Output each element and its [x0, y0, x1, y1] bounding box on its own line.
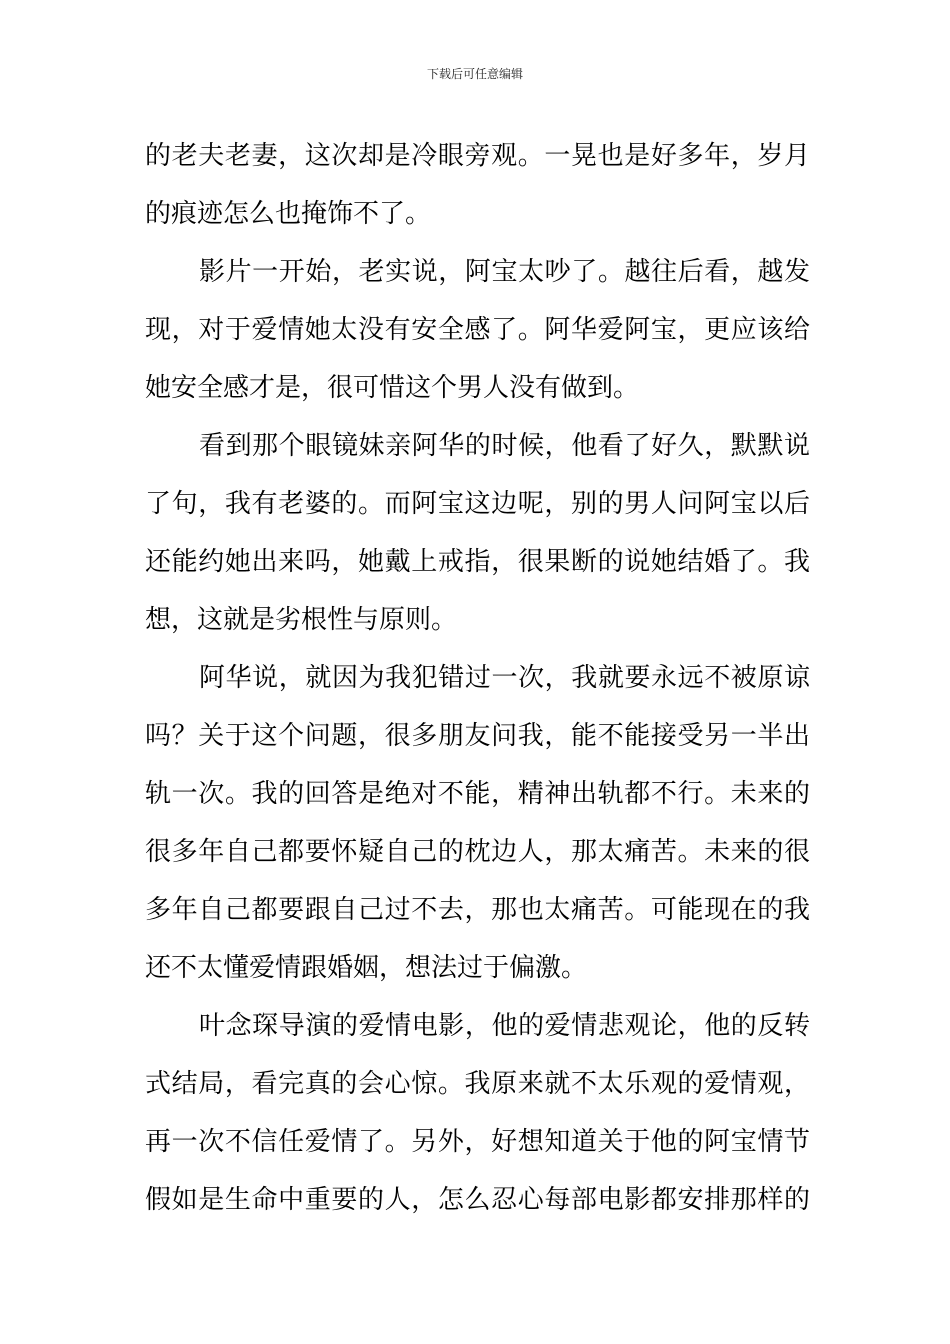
paragraph-first-line: 阿华说，就因为我犯错过一次，我就要永远不被原谅: [199, 663, 810, 693]
paragraph-first-line: 影片一开始，老实说，阿宝太吵了。越往后看，越发: [199, 257, 810, 287]
text-line: 多年自己都要跟自己过不去，那也太痛苦。可能现在的我: [145, 895, 810, 925]
text-line: 式结局，看完真的会心惊。我原来就不太乐观的爱情观，: [145, 1069, 810, 1099]
text-line: 吗？关于这个问题，很多朋友问我，能不能接受另一半出: [145, 721, 810, 751]
text-line: 她安全感才是，很可惜这个男人没有做到。: [145, 373, 640, 403]
text-line: 现，对于爱情她太没有安全感了。阿华爱阿宝，更应该给: [145, 315, 810, 345]
body-text: [145, 127, 810, 1229]
paragraph-first-line: 看到那个眼镜妹亲阿华的时候，他看了好久，默默说: [199, 431, 810, 461]
page-header: 下载后可任意编辑: [426, 67, 523, 81]
text-line: 再一次不信任爱情了。另外，好想知道关于他的阿宝情节: [145, 1127, 810, 1157]
text-line: 还能约她出来吗，她戴上戒指，很果断的说她结婚了。我: [145, 547, 810, 577]
text-line: 轨一次。我的回答是绝对不能，精神出轨都不行。未来的: [145, 779, 810, 809]
text-line: 的痕迹怎么也掩饰不了。: [145, 199, 432, 229]
text-line: 想，这就是劣根性与原则。: [145, 605, 458, 635]
text-line: 还不太懂爱情跟婚姻，想法过于偏激。: [145, 953, 588, 983]
text-line: 了句，我有老婆的。而阿宝这边呢，别的男人问阿宝以后: [145, 489, 810, 519]
text-line: 假如是生命中重要的人，怎么忍心每部电影都安排那样的: [145, 1185, 810, 1215]
text-line: 的老夫老妻，这次却是冷眼旁观。一晃也是好多年，岁月: [145, 141, 810, 171]
paragraph-first-line: 叶念琛导演的爱情电影，他的爱情悲观论，他的反转: [199, 1011, 810, 1041]
text-line: 很多年自己都要怀疑自己的枕边人，那太痛苦。未来的很: [145, 837, 810, 867]
